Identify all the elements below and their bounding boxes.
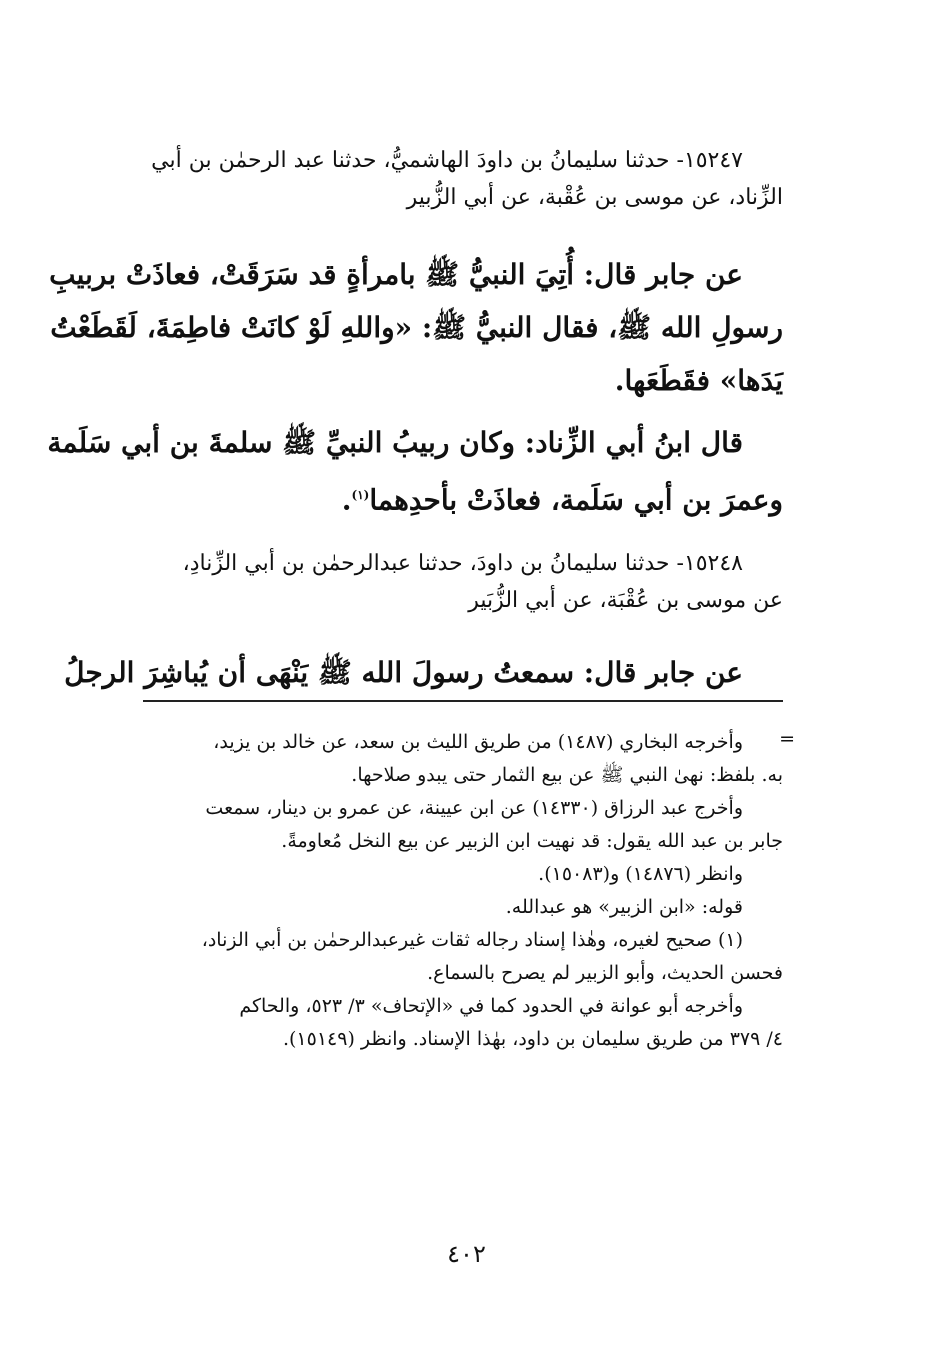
footnote-line: فحسن الحديث، وأبو الزبير لم يصرح بالسماع. — [427, 962, 783, 984]
footnote-line: جابر بن عبد الله يقول: قد نهيت ابن الزبير عن بيع النخل مُعاومةً. — [281, 830, 783, 852]
footnote-line: وأخرجه البخاري (١٤٨٧) من طريق الليث بن سعد، عن خالد بن يزيد، — [213, 731, 743, 753]
comment-line: وعمرَ بن أبي سَلَمة، فعاذَتْ بأحدِهما$^{(١)}$. — [341, 483, 783, 517]
footnote-line: (١) صحيح لغيره، وهٰذا إسناد رجاله ثقات غيرعبدالرحمٰن بن أبي الزناد، — [201, 929, 743, 951]
isnad-line: الزِّناد، عن موسى بن عُقْبة، عن أبي الزُّبير — [406, 185, 783, 210]
isnad-line: ١٥٢٤٧- حدثنا سليمانُ بن داودَ الهاشميُّ، حدثنا عبد الرحمٰن بن أبي — [151, 148, 743, 173]
comment-text: وعمرَ بن أبي سَلَمة، فعاذَتْ بأحدِهما — [369, 483, 783, 517]
continuation-mark: = — [779, 728, 795, 750]
isnad-line: ١٥٢٤٨- حدثنا سليمانُ بن داودَ، حدثنا عبدالرحمٰن بن أبي الزِّنادِ، — [182, 551, 743, 576]
hadith-15247-matn — [49, 248, 783, 407]
page-number: ٤٠٢ — [447, 1240, 486, 1268]
footnote-separator — [143, 700, 783, 702]
matn-line: رسولِ الله ﷺ، فقال النبيُّ ﷺ: «واللهِ لَوْ كانَتْ فاطِمَةَ، لَقَطَعْتُ — [50, 311, 783, 344]
footnote-line: وأخرجه أبو عوانة في الحدود كما في «الإتحاف» ٣/ ٥٢٣، والحاكم — [239, 995, 743, 1017]
footnote-line: به. بلفظ: نهىٰ النبي ﷺ عن بيع الثمار حتى يبدو صلاحها. — [351, 764, 783, 786]
footnote-reference: (١) — [351, 488, 370, 502]
footnote-line: وانظر (١٤٨٧٦) و(١٥٠٨٣). — [538, 863, 743, 885]
matn-line: عن جابر قال: أُتِيَ النبيُّ ﷺ بامرأةٍ قد سَرَقَتْ، فعاذَتْ بربيبِ — [49, 258, 743, 291]
hadith-15248-matn — [64, 646, 783, 699]
hadith-15247-comment — [47, 416, 783, 526]
footnote-line: وأخرج عبد الرزاق (١٤٣٣٠) عن ابن عيينة، عن عمرو بن دينار، سمعت — [205, 797, 743, 819]
hadith-15248-isnad — [78, 545, 783, 619]
comment-line: قال ابنُ أبي الزِّناد: وكان ربيبُ النبيِّ ﷺ سلمةَ بن أبي سَلَمة — [47, 426, 743, 459]
matn-line: يَدَها» فقَطَعَها. — [614, 364, 783, 397]
isnad-line: عن موسى بن عُقْبَة، عن أبي الزُّبَير — [468, 588, 783, 613]
hadith-15247-isnad — [78, 142, 783, 216]
matn-line: عن جابر قال: سمعتُ رسولَ الله ﷺ يَنْهَى أن يُباشِرَ الرجلُ — [64, 656, 743, 689]
footnotes — [78, 726, 783, 1056]
footnote-line: قوله: «ابن الزبير» هو عبدالله. — [505, 896, 743, 918]
footnote-line: ٤/ ٣٧٩ من طريق سليمان بن داود، بهٰذا الإسناد. وانظر (١٥١٤٩). — [282, 1028, 783, 1050]
